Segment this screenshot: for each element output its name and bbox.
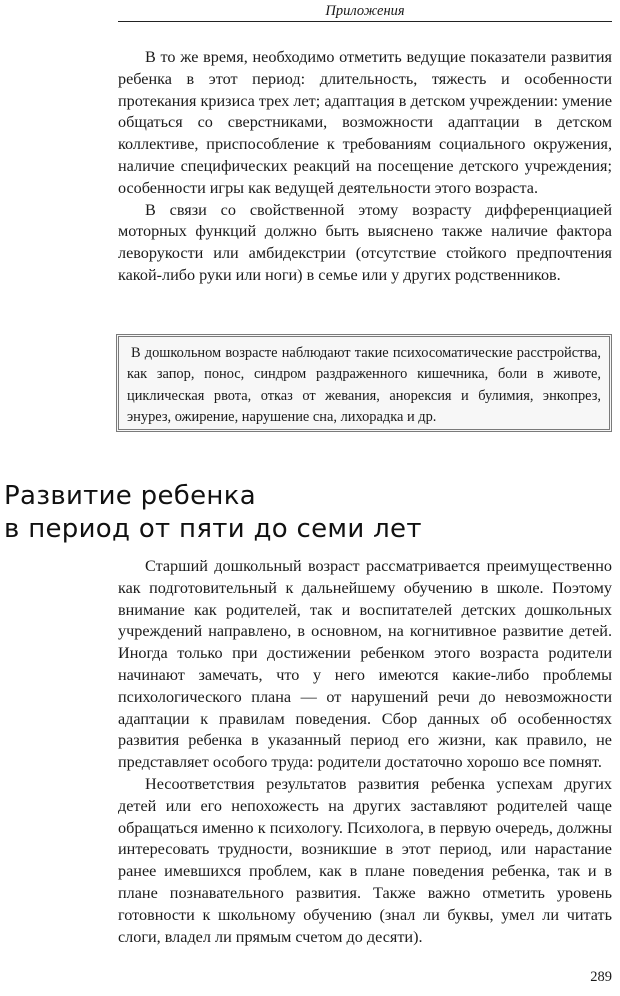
paragraph: В связи со свойственной этому возрасту дифференциацией моторных функций должно быть выяснено также наличие фактора леворукости или амбидекстрии (отсутствие стойкого предпочтения какой-либо руки или ноги) в семье или у других родственников.	[118, 200, 612, 284]
callout-box	[116, 334, 612, 432]
section-title	[4, 480, 564, 546]
text-block-bottom	[118, 556, 612, 948]
section-title-line: в период от пяти до семи лет	[4, 514, 422, 544]
paragraph: Старший дошкольный возраст рассматривается преимущественно как подготовительный к дальнейшему обучению в школе. Поэтому внимание как родителей, так и воспитателей детских дошкольных учреждений направлено, в основном, на когнитивное развитие детей. Иногда только при достижении ребенком этого возраста родители начинают замечать, что у него имеются какие-либо проблемы психологического плана — от нарушений речи до невозможности адаптации к правилам поведения. Сбор данных об особенностях развития ребенка в указанный период его жизни, как правило, не представляет особого труда: родители достаточно хорошо все помнят.	[118, 557, 612, 772]
paragraph: Несоответствия результатов развития ребенка успехам других детей или его непохожесть на других заставляют родителей чаще обращаться именно к психологу. Психолога, в первую очередь, должны интересовать трудности, возникшие в этот период, или нарастание ранее имевшихся проблем, как в плане поведения ребенка, так и в плане познавательного развития. Также важно отметить уровень готовности к школьному обучению (знал ли буквы, умел ли читать слоги, владел ли прямым счетом до десяти).	[118, 774, 612, 946]
paragraph: В то же время, необходимо отметить ведущие показатели развития ребенка в этот период: длительность, тяжесть и особенности протекания кризиса трех лет; адаптация в детском учреждении: умение общаться со сверстниками, возможности адаптации в детском коллективе, приспособление к требованиям социального окружения, наличие специфических реакций на посещение детского учреждения; особенности игры как ведущей деятельности этого возраста.	[118, 48, 612, 197]
callout-text: В дошкольном возрасте наблюдают такие психосоматические расстройства, как запор, понос, синдром раздраженного кишечника, боли в животе, циклическая рвота, отказ от жевания, анорексия и булимия, энкопрез, энурез, ожирение, нарушение сна, лихорадка и др.	[127, 345, 601, 426]
section-title-line: Развитие ребенка	[4, 481, 256, 511]
page-number: 289	[590, 969, 612, 985]
header-rule	[118, 21, 612, 22]
running-head: Приложения	[325, 3, 405, 19]
text-block-top	[118, 47, 612, 287]
